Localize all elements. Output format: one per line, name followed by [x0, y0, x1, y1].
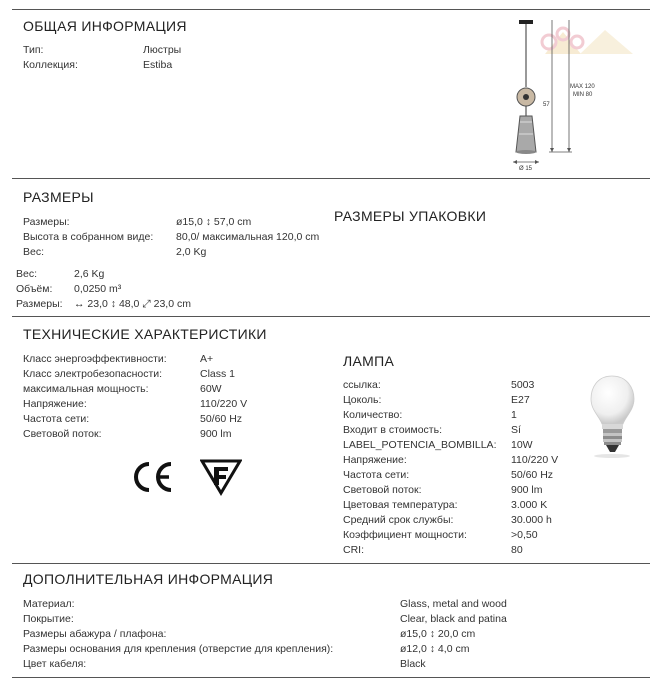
tech-value: 50/60 Hz — [200, 413, 243, 425]
divider — [12, 316, 650, 317]
lamp-label: Напряжение: — [343, 454, 407, 466]
technical-title: ТЕХНИЧЕСКИЕ ХАРАКТЕРИСТИКИ — [23, 326, 267, 342]
lamp-label: Количество: — [343, 409, 403, 421]
add-label: Размеры основания для крепления (отверстие для крепления): — [23, 643, 334, 655]
dimensions-title: РАЗМЕРЫ — [23, 189, 94, 205]
tech-label: Напряжение: — [23, 398, 87, 410]
tech-value: 900 lm — [200, 428, 232, 440]
general-value-collection: Estiba — [143, 59, 173, 71]
lamp-label: Средний срок службы: — [343, 514, 454, 526]
lamp-label: LABEL_POTENCIA_BOMBILLA: — [343, 439, 497, 451]
pack-label-weight: Вес: — [16, 268, 38, 280]
lamp-value: 10W — [511, 439, 533, 451]
lamp-value: 900 lm — [511, 484, 543, 496]
svg-text:Ø 15: Ø 15 — [519, 166, 533, 172]
lamp-label: ссылка: — [343, 379, 381, 391]
product-image — [505, 12, 645, 177]
watermark-logo-icon — [542, 28, 633, 54]
add-value: ø15,0 ↕ 20,0 cm — [400, 628, 476, 640]
lamp-value: 1 — [511, 409, 517, 421]
add-value: Clear, black and patina — [400, 613, 507, 625]
lamp-label: Световой поток: — [343, 484, 422, 496]
lamp-value: >0,50 — [511, 529, 538, 541]
lamp-label: Цоколь: — [343, 394, 382, 406]
dim-label-size: Размеры: — [23, 216, 70, 228]
add-value: Glass, metal and wood — [400, 598, 507, 610]
tech-label: максимальная мощность: — [23, 383, 149, 395]
light-bulb-icon — [585, 372, 640, 462]
divider — [12, 563, 650, 564]
lamp-value: Sí — [511, 424, 521, 436]
pack-value-volume: 0,0250 m³ — [74, 283, 122, 295]
tech-label: Частота сети: — [23, 413, 90, 425]
svg-text:MIN 80: MIN 80 — [573, 92, 593, 98]
add-label: Материал: — [23, 598, 75, 610]
svg-text:MAX 120: MAX 120 — [570, 84, 595, 90]
tech-value: 60W — [200, 383, 222, 395]
additional-title: ДОПОЛНИТЕЛЬНАЯ ИНФОРМАЦИЯ — [23, 571, 274, 587]
general-title: ОБЩАЯ ИНФОРМАЦИЯ — [23, 18, 187, 34]
lamp-value: 30.000 h — [511, 514, 552, 526]
divider — [12, 677, 650, 678]
lamp-label: Частота сети: — [343, 469, 410, 481]
tech-value: 110/220 V — [200, 398, 248, 410]
dim-value-weight: 2,0 Kg — [176, 246, 207, 258]
pack-label-size: Размеры: — [16, 298, 63, 310]
add-label: Покрытие: — [23, 613, 74, 625]
dim-label-weight: Вес: — [23, 246, 45, 258]
pack-value-size: ↔ 23,0 ↕ 48,0 ⤢ 23,0 cm — [74, 298, 191, 310]
add-value: Black — [400, 658, 426, 670]
add-value: ø12,0 ↕ 4,0 cm — [400, 643, 470, 655]
general-label-collection: Коллекция: — [23, 59, 78, 71]
general-value-type: Люстры — [143, 44, 182, 56]
lamp-label: Коэффициент мощности: — [343, 529, 467, 541]
lamp-value: 5003 — [511, 379, 535, 391]
lamp-label: Цветовая температура: — [343, 499, 458, 511]
tech-label: Класс электробезопасности: — [23, 368, 163, 380]
svg-text:57: 57 — [543, 102, 550, 108]
packaging-title: РАЗМЕРЫ УПАКОВКИ — [334, 208, 487, 224]
pendant-lamp-drawing-icon — [505, 12, 645, 177]
tech-value: Class 1 — [200, 368, 236, 380]
pack-label-volume: Объём: — [16, 283, 53, 295]
lamp-label: CRI: — [343, 544, 364, 556]
dim-label-height: Высота в собранном виде: — [23, 231, 154, 243]
dim-value-height: 80,0/ максимальная 120,0 cm — [176, 231, 320, 243]
dim-value-size: ø15,0 ↕ 57,0 cm — [176, 216, 252, 228]
tech-label: Световой поток: — [23, 428, 102, 440]
lamp-value: 110/220 V — [511, 454, 559, 466]
divider — [12, 9, 650, 10]
divider — [12, 178, 650, 179]
lamp-label: Входит в стоимость: — [343, 424, 442, 436]
lamp-value: E27 — [511, 394, 530, 406]
general-label-type: Тип: — [23, 44, 44, 56]
add-label: Размеры абажура / плафона: — [23, 628, 167, 640]
ce-mark-icon — [131, 460, 175, 499]
lamp-value: 3.000 K — [511, 499, 548, 511]
tech-value: A+ — [200, 353, 214, 365]
lamp-value: 80 — [511, 544, 523, 556]
pack-value-weight: 2,6 Kg — [74, 268, 105, 280]
add-label: Цвет кабеля: — [23, 658, 87, 670]
tech-label: Класс энергоэффективности: — [23, 353, 167, 365]
lamp-value: 50/60 Hz — [511, 469, 554, 481]
lamp-title: ЛАМПА — [343, 353, 395, 369]
f-mark-icon — [200, 458, 242, 501]
